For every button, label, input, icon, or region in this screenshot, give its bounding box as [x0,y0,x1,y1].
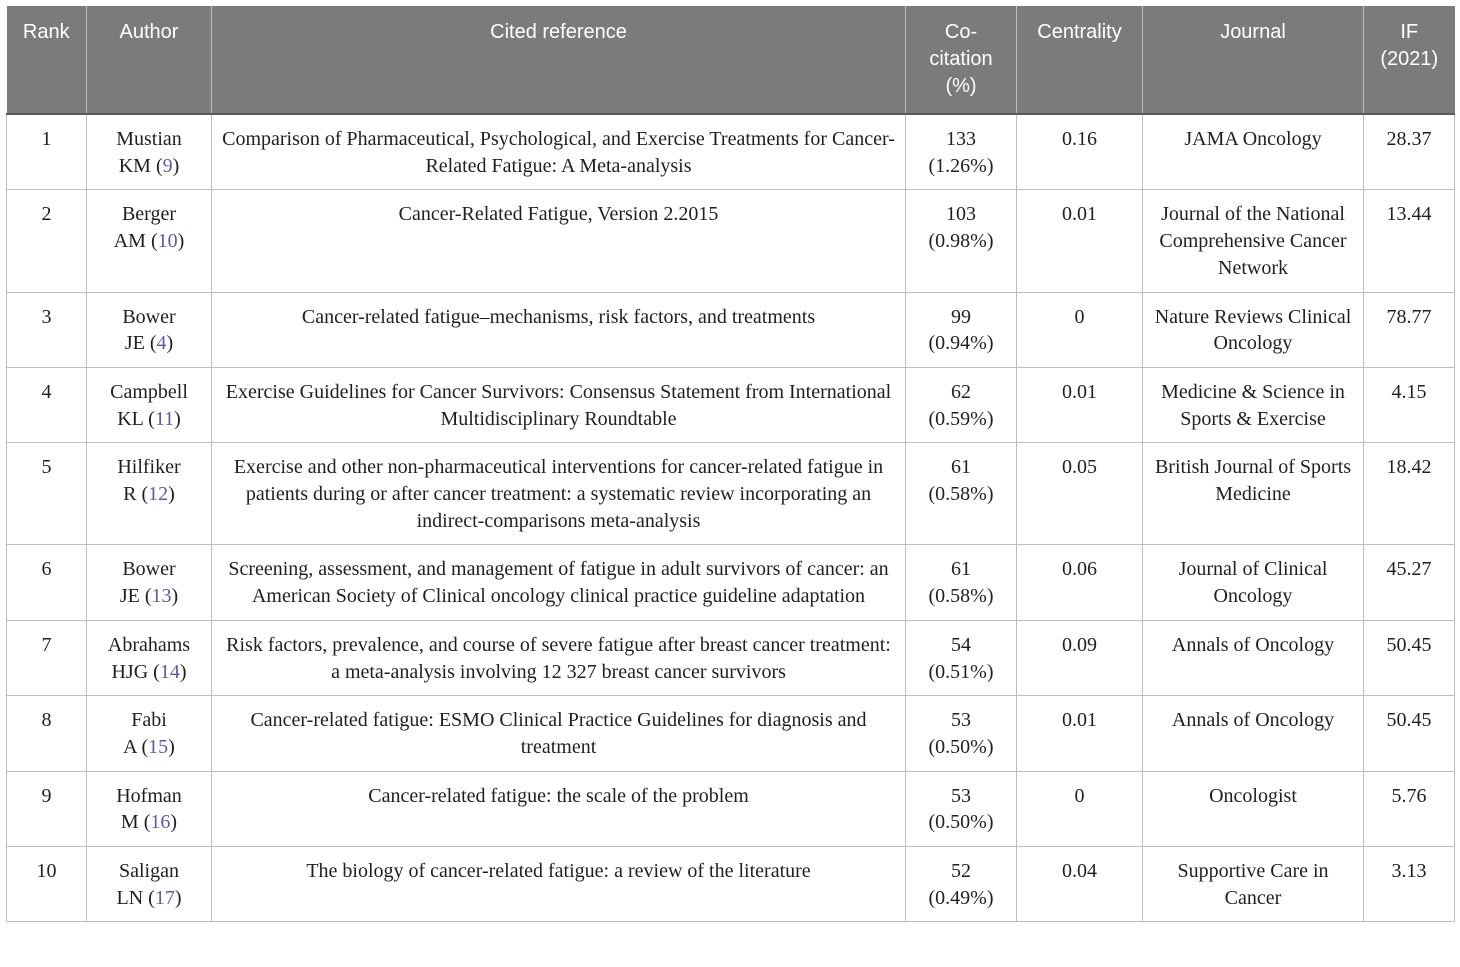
author-surname: Bower [122,558,176,581]
table-row [7,696,1455,771]
rank-cell: 1 [7,114,87,190]
centrality-cell: 0 [1017,292,1143,367]
centrality-cell: 0.01 [1017,190,1143,292]
journal-cell: Annals of Oncology [1143,620,1364,695]
table-row [7,114,1455,190]
rank-cell: 8 [7,696,87,771]
header-if-line: IF [1400,21,1419,43]
reference-number[interactable]: 16 [150,811,171,834]
cocitation-percent: (0.58%) [928,585,994,608]
cited-reference-cell: Comparison of Pharmaceutical, Psychological, and Exercise Treatments for Cancer-Related Fatigue: A Meta-analysis [212,114,906,190]
journal-cell: Medicine & Science in Sports & Exercise [1143,367,1364,442]
centrality-cell: 0.06 [1017,545,1143,620]
cocitation-percent: (0.98%) [928,230,994,253]
author-cell [87,443,212,545]
author-initials: JE [124,332,145,355]
journal-cell: Annals of Oncology [1143,696,1364,771]
author-initials: A [123,735,137,758]
reference-number[interactable]: 9 [162,154,173,177]
cited-reference-cell: Cancer-Related Fatigue, Version 2.2015 [212,190,906,292]
author-initials: AM [113,230,146,253]
author-initials: KL [117,407,144,430]
author-surname: Bower [122,305,176,328]
reference-number[interactable]: 4 [156,332,167,355]
centrality-cell: 0.05 [1017,443,1143,545]
cocitation-count: 54 [951,633,971,656]
author-surname: Mustian [116,128,182,150]
cocitation-percent: (1.26%) [928,154,994,177]
reference-citation[interactable]: (16) [143,811,178,834]
journal-cell: Oncologist [1143,771,1364,846]
cocitation-percent: (0.94%) [928,332,994,355]
reference-number[interactable]: 12 [148,483,169,506]
cited-reference-cell: Screening, assessment, and management of fatigue in adult survivors of cancer: an American Society of Clinical oncology clinical practice guideline adaptation [212,545,906,620]
reference-citation[interactable]: (15) [141,735,175,758]
header-cocitation [906,6,1017,114]
author-initials: LN [116,886,144,909]
journal-cell: JAMA Oncology [1143,114,1364,190]
author-surname: Hilfiker [117,456,181,479]
author-initials: KM [118,154,151,177]
cocitation-count: 61 [951,456,971,479]
author-surname: Campbell [110,380,188,403]
reference-citation[interactable]: (12) [141,483,175,506]
author-initials: M [120,811,139,834]
centrality-cell: 0.01 [1017,696,1143,771]
author-surname: Hofman [116,784,182,807]
table-row [7,771,1455,846]
header-rank: Rank [7,6,87,114]
reference-citation[interactable]: (11) [148,407,181,430]
cocitation-count: 52 [951,860,971,883]
cocitation-count: 133 [946,128,976,150]
cocitation-cell [906,847,1017,922]
author-cell [87,696,212,771]
cited-reference-cell: Cancer-related fatigue: the scale of the problem [212,771,906,846]
reference-citation[interactable]: (10) [150,230,185,253]
impact-factor-cell: 3.13 [1364,847,1455,922]
reference-number[interactable]: 13 [151,585,172,608]
cited-reference-cell: The biology of cancer-related fatigue: a review of the literature [212,847,906,922]
impact-factor-cell: 45.27 [1364,545,1455,620]
header-cocitation-line: citation [929,48,993,70]
cocitation-count: 62 [951,380,971,403]
cited-reference-cell: Risk factors, prevalence, and course of severe fatigue after breast cancer treatment: a meta-analysis involving 12 327 breast cancer survivors [212,620,906,695]
header-row [7,6,1455,114]
header-centrality: Centrality [1017,6,1143,114]
author-surname: Fabi [131,709,167,732]
cocitation-cell [906,190,1017,292]
cocitation-percent: (0.59%) [928,407,994,430]
rank-cell: 2 [7,190,87,292]
cocitation-cell [906,292,1017,367]
journal-cell: Journal of the National Comprehensive Cancer Network [1143,190,1364,292]
reference-number[interactable]: 14 [159,660,180,683]
author-initials: HJG [111,660,149,683]
author-cell [87,847,212,922]
reference-citation[interactable]: (14) [153,660,187,683]
co-citation-table-container [6,6,1454,922]
centrality-cell: 0.09 [1017,620,1143,695]
header-if-line: (2021) [1380,48,1439,70]
co-citation-table [6,6,1455,922]
journal-cell: Supportive Care in Cancer [1143,847,1364,922]
author-initials: JE [119,585,140,608]
cocitation-cell [906,696,1017,771]
rank-cell: 4 [7,367,87,442]
journal-cell: Journal of Clinical Oncology [1143,545,1364,620]
author-cell [87,292,212,367]
cited-reference-cell: Cancer-related fatigue–mechanisms, risk factors, and treatments [212,292,906,367]
cocitation-count: 99 [951,305,971,328]
impact-factor-cell: 50.45 [1364,696,1455,771]
cocitation-cell [906,545,1017,620]
header-journal: Journal [1143,6,1364,114]
table-row [7,545,1455,620]
impact-factor-cell: 50.45 [1364,620,1455,695]
cocitation-cell [906,367,1017,442]
table-body [7,114,1455,922]
impact-factor-cell: 4.15 [1364,367,1455,442]
rank-cell: 9 [7,771,87,846]
table-row [7,367,1455,442]
cocitation-count: 53 [951,709,971,732]
cited-reference-cell: Cancer-related fatigue: ESMO Clinical Practice Guidelines for diagnosis and treatment [212,696,906,771]
impact-factor-cell: 5.76 [1364,771,1455,846]
centrality-cell: 0.01 [1017,367,1143,442]
centrality-cell: 0.04 [1017,847,1143,922]
table-row [7,292,1455,367]
cocitation-cell [906,443,1017,545]
cocitation-percent: (0.50%) [928,811,994,834]
header-cocitation-line: Co- [944,21,978,43]
reference-citation[interactable]: (17) [148,886,182,909]
cocitation-count: 53 [951,784,971,807]
reference-number[interactable]: 17 [154,886,175,909]
journal-cell: Nature Reviews Clinical Oncology [1143,292,1364,367]
cocitation-percent: (0.51%) [928,660,994,683]
cited-reference-cell: Exercise and other non-pharmaceutical interventions for cancer-related fatigue in patients during or after cancer treatment: a systematic review incorporating an indirect-comparisons meta-analysis [212,443,906,545]
reference-number[interactable]: 11 [154,407,175,430]
reference-number[interactable]: 15 [148,735,169,758]
rank-cell: 6 [7,545,87,620]
author-cell [87,190,212,292]
cocitation-percent: (0.49%) [928,886,994,909]
impact-factor-cell: 78.77 [1364,292,1455,367]
rank-cell: 5 [7,443,87,545]
header-cocitation-line: (%) [945,75,977,97]
journal-cell: British Journal of Sports Medicine [1143,443,1364,545]
impact-factor-cell: 28.37 [1364,114,1455,190]
cocitation-percent: (0.58%) [928,483,994,506]
table-row [7,190,1455,292]
author-cell [87,367,212,442]
author-surname: Berger [121,203,177,226]
cocitation-cell [906,771,1017,846]
author-cell [87,114,212,190]
header-author: Author [87,6,212,114]
author-surname: Saligan [119,860,179,883]
rank-cell: 7 [7,620,87,695]
cocitation-percent: (0.50%) [928,735,994,758]
centrality-cell: 0 [1017,771,1143,846]
cocitation-count: 103 [946,203,976,226]
author-cell [87,620,212,695]
reference-citation[interactable]: (13) [144,585,179,608]
rank-cell: 10 [7,847,87,922]
table-row [7,443,1455,545]
cocitation-cell [906,620,1017,695]
cocitation-cell [906,114,1017,190]
reference-number[interactable]: 10 [157,230,178,253]
impact-factor-cell: 18.42 [1364,443,1455,545]
author-cell [87,545,212,620]
cited-reference-cell: Exercise Guidelines for Cancer Survivors: Consensus Statement from International Multidisciplinary Roundtable [212,367,906,442]
impact-factor-cell: 13.44 [1364,190,1455,292]
reference-citation[interactable]: (4) [149,332,174,355]
rank-cell: 3 [7,292,87,367]
author-cell [87,771,212,846]
author-surname: Abrahams [107,633,191,656]
centrality-cell: 0.16 [1017,114,1143,190]
cocitation-count: 61 [951,558,971,581]
table-row [7,847,1455,922]
header-if [1364,6,1455,114]
table-row [7,620,1455,695]
reference-citation[interactable]: (9) [155,154,180,177]
author-initials: R [123,483,137,506]
header-cited-reference: Cited reference [212,6,906,114]
